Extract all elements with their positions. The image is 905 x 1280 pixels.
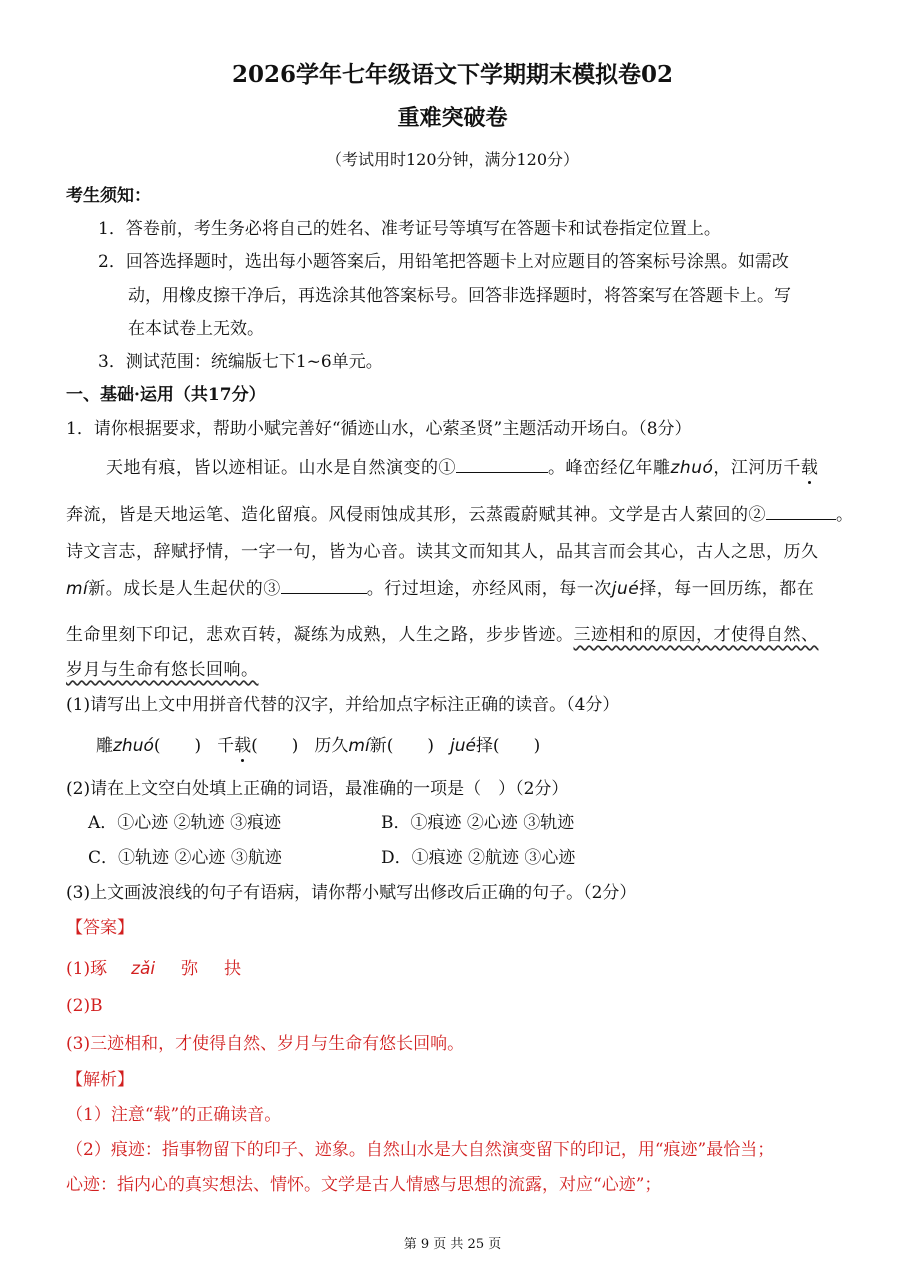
- notice-heading: 考生须知：: [66, 186, 151, 206]
- option-c: C．①轨迹 ②心迹 ③航迹: [88, 848, 282, 868]
- analysis-heading: 【解析】: [66, 1070, 134, 1090]
- option-a: A．①心迹 ②轨迹 ③痕迹: [88, 813, 282, 833]
- notice-item-3: 3．测试范围：统编版七下1~6单元。: [98, 352, 383, 372]
- pinyin-zhuo: zhuó: [113, 736, 154, 756]
- option-b: B．①痕迹 ②心迹 ③轨迹: [381, 813, 575, 833]
- passage-line-2: [66, 500, 854, 525]
- analysis-line-1: （1）注意“载”的正确读音。: [66, 1105, 282, 1125]
- pinyin-jue: jué: [611, 579, 640, 599]
- notice-item-2-line-1: 2．回答选择题时，选出每小题答案后，用铅笔把答题卡上对应题目的答案标号涂黑。如需改: [98, 252, 789, 272]
- notice-item-2-line-3: 在本试卷上无效。: [128, 319, 264, 339]
- pinyin-zhuo: zhuó: [670, 458, 714, 478]
- blank-3: [281, 575, 367, 594]
- passage-line-4: [66, 574, 814, 599]
- answer-text: 弥: [181, 959, 199, 979]
- analysis-line-2: （2）痕迹：指事物留下的印子、迹象。自然山水是大自然演变留下的印记，用“痕迹”最恰当；: [66, 1140, 775, 1160]
- passage-text: 。: [836, 505, 854, 525]
- passage-line-5: [66, 620, 819, 645]
- passage-text: ，江河历千: [713, 458, 801, 478]
- wavy-sentence-part-2: 岁月与生命有悠长回响。: [66, 660, 259, 680]
- exam-info: （考试用时120分钟，满分120分）: [325, 150, 580, 169]
- answer-1: [66, 954, 241, 979]
- answer-paren: 新( ): [369, 736, 434, 756]
- notice-item-2-line-2: 动，用橡皮擦干净后，再选涂其他答案标号。回答非选择题时，将答案写在答题卡上。写: [128, 286, 791, 306]
- passage-line-3: 诗文言志，辞赋抒情，一字一句，皆为心音。读其文而知其人，品其言而会其心，古人之思，历久: [66, 542, 819, 562]
- sub-question-3: (3)上文画波浪线的句子有语病，请你帮小赋写出修改后正确的句子。（2分）: [66, 883, 637, 903]
- passage-text: 天地有痕，皆以迹相证。山水是自然演变的①: [106, 458, 456, 478]
- blank-2: [766, 501, 836, 520]
- notice-item-1: 1．答卷前，考生务必将自己的姓名、准考证号等填写在答题卡和试卷指定位置上。: [98, 219, 721, 239]
- answer-heading: 【答案】: [66, 918, 134, 938]
- exam-title: 2026学年七年级语文下学期期末模拟卷02: [231, 61, 674, 88]
- passage-text: 新。成长是人生起伏的③: [88, 579, 281, 599]
- dotted-char-zai: 载: [234, 736, 252, 756]
- answer-text: (1)琢: [66, 959, 108, 979]
- blank-1: [456, 454, 548, 473]
- section-heading: 一、基础·运用（共17分）: [66, 385, 266, 405]
- sub-question-1: (1)请写出上文中用拼音代替的汉字，并给加点字标注正确的读音。（4分）: [66, 695, 620, 715]
- sub-question-2: (2)请在上文空白处填上正确的词语，最准确的一项是（ ）（2分）: [66, 779, 569, 799]
- answer-paren: ( ): [153, 736, 202, 756]
- answer-paren: ( ): [251, 736, 299, 756]
- page-footer: 第 9 页 共 25 页: [403, 1237, 502, 1252]
- pinyin-mi: mí: [348, 736, 370, 756]
- pinyin-jue: jué: [449, 736, 476, 756]
- answer-text: 抉: [224, 959, 242, 979]
- item-text: 千: [217, 736, 235, 756]
- exam-subtitle: 重难突破卷: [397, 105, 508, 131]
- answer-pinyin: zǎi: [131, 959, 156, 979]
- item-text: 雕: [96, 736, 113, 756]
- passage-line-6: [66, 655, 259, 680]
- analysis-line-3: 心迹：指内心的真实想法、情怀。文学是古人情感与思想的流露，对应“心迹”；: [66, 1175, 662, 1195]
- answer-3: (3)三迹相和，才使得自然、岁月与生命有悠长回响。: [66, 1034, 465, 1054]
- passage-text: 。行过坦途，亦经风雨，每一次: [366, 579, 612, 599]
- pinyin-mi: mí: [66, 579, 89, 599]
- passage-text: 择，每一回历练，都在: [639, 579, 815, 599]
- passage-text: 生命里刻下印记，悲欢百转，凝练为成熟，人生之路，步步皆迹。: [66, 625, 574, 645]
- item-text: 历久: [314, 736, 349, 756]
- question-1-prompt: 1．请你根据要求，帮助小赋完善好“循迹山水，心萦圣贤”主题活动开场白。（8分）: [66, 419, 692, 439]
- passage-line-1: [106, 453, 818, 478]
- dotted-char-zai: 载: [800, 458, 819, 478]
- option-d: D．①痕迹 ②航迹 ③心迹: [381, 848, 576, 868]
- passage-text: 。峰峦经亿年雕: [548, 458, 671, 478]
- sub-question-1-items: [96, 731, 540, 756]
- wavy-sentence-part-1: 三迹相和的原因，才使得自然、: [573, 625, 819, 645]
- passage-text: 奔流，皆是天地运笔、造化留痕。风侵雨蚀成其形，云蒸霞蔚赋其神。文学是古人萦回的②: [66, 505, 766, 525]
- answer-paren: 择( ): [475, 736, 541, 756]
- answer-2: (2)B: [66, 996, 103, 1016]
